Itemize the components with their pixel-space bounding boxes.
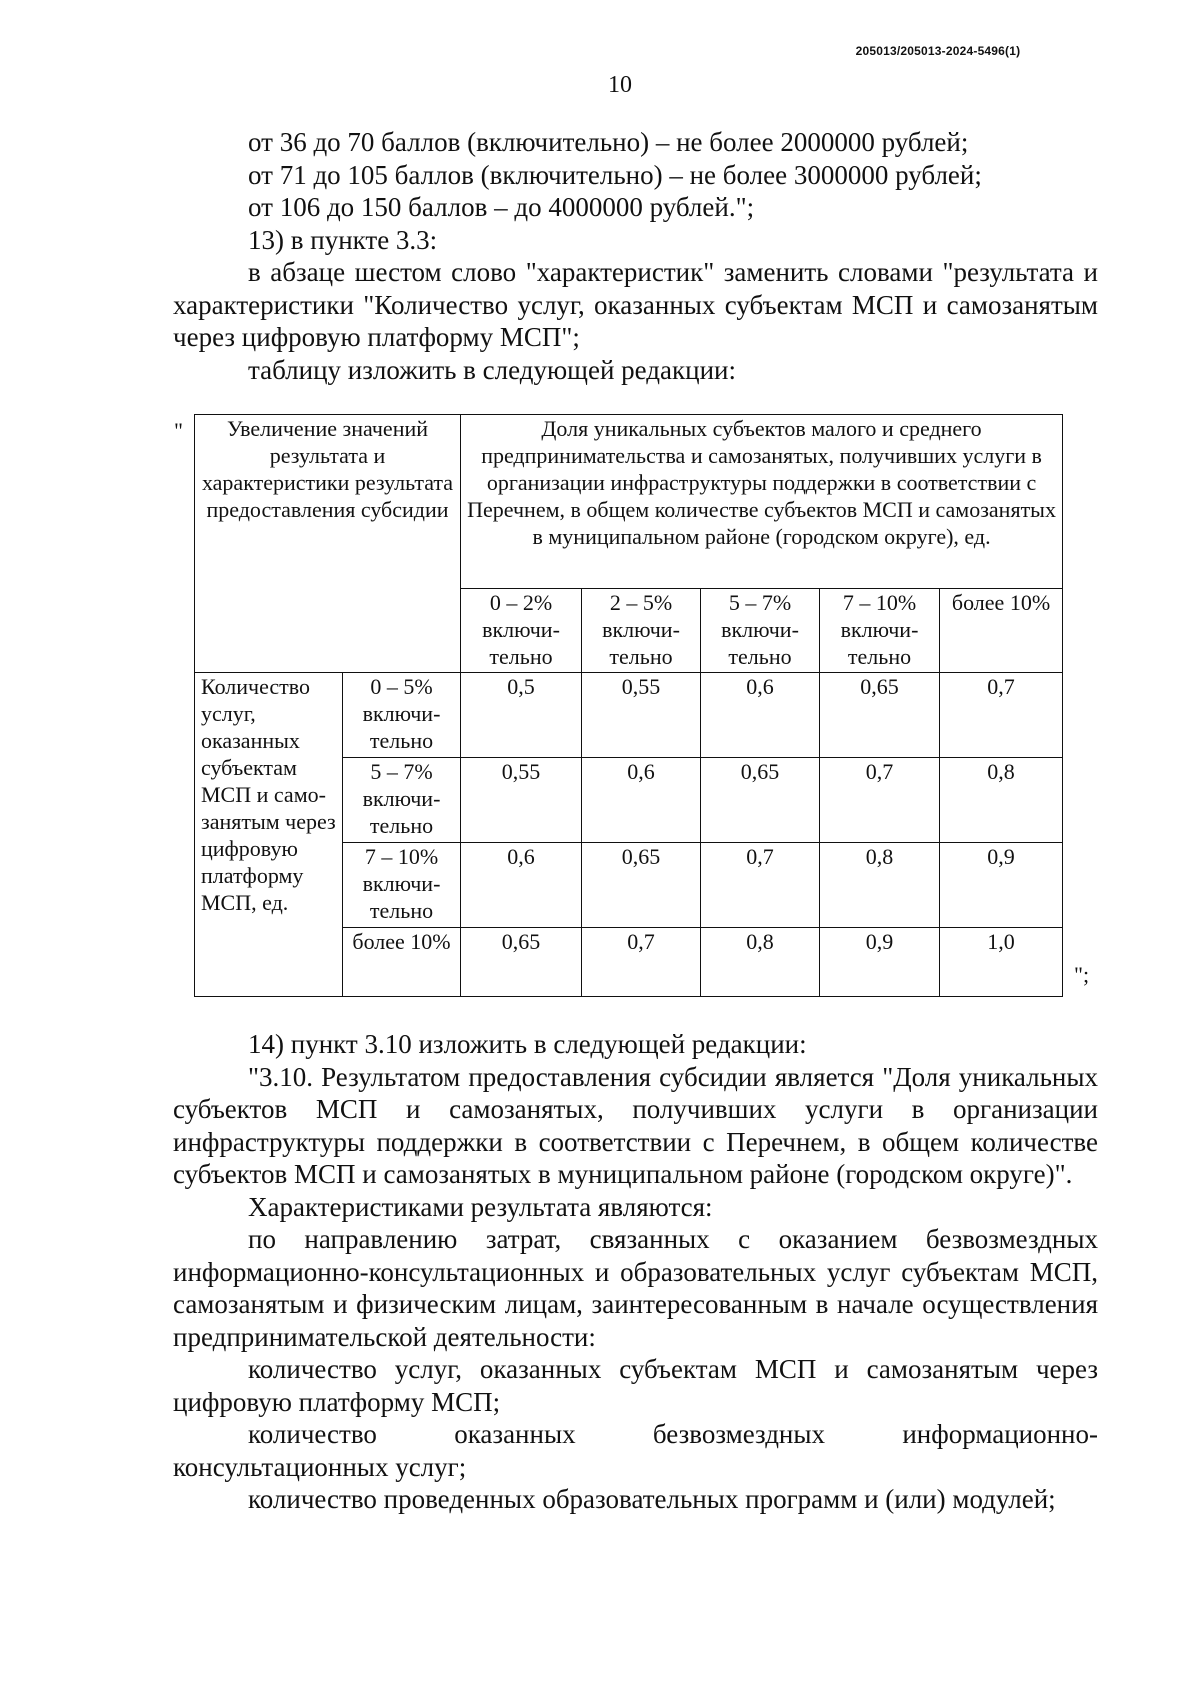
column-header: более 10% (940, 589, 1063, 673)
table-cell: 0,65 (820, 673, 940, 758)
table-cell: 0,8 (701, 928, 820, 997)
row-band-label: более 10% (343, 928, 461, 997)
top-text-block (173, 126, 1098, 386)
table-cell: 0,8 (940, 758, 1063, 843)
table-cell: 0,5 (461, 673, 582, 758)
table-cell: 0,65 (582, 843, 701, 928)
table-cell: 1,0 (940, 928, 1063, 997)
table-cell: 0,6 (582, 758, 701, 843)
table-cell: 0,8 (820, 843, 940, 928)
document-reference-number: 205013/205013-2024-5496(1) (855, 44, 1021, 58)
paragraph-points-106-150: от 106 до 150 баллов – до 4000000 рублей."; (248, 192, 755, 222)
paragraph-item-14: 14) пункт 3.10 изложить в следующей редакции: (248, 1029, 807, 1059)
coefficient-table (194, 414, 1063, 997)
row-band-label: 0 – 5% включи-тельно (343, 673, 461, 758)
column-header: 7 – 10% включи-тельно (820, 589, 940, 673)
table-cell: 0,9 (820, 928, 940, 997)
table-row (195, 673, 1063, 758)
table-cell: 0,6 (461, 843, 582, 928)
table-cell: 0,9 (940, 843, 1063, 928)
table-header-row (195, 415, 1063, 589)
paragraph-education-count: количество проведенных образовательных программ и (или) модулей; (248, 1484, 1056, 1514)
row-group-header: Количество услуг, оказанных субъектам МСП и само-занятым через цифровую платформу МСП, ед. (195, 673, 343, 997)
column-header: 5 – 7% включи-тельно (701, 589, 820, 673)
table-cell: 0,7 (701, 843, 820, 928)
paragraph-points-36-70: от 36 до 70 баллов (включительно) – не более 2000000 рублей; (248, 127, 969, 157)
table-cell: 0,65 (461, 928, 582, 997)
table-close-quote: "; (1074, 962, 1090, 987)
paragraph-consulting-count: количество оказанных безвозмездных информационно-консультационных услуг; (173, 1419, 1098, 1482)
table-cell: 0,7 (820, 758, 940, 843)
table-cell: 0,55 (582, 673, 701, 758)
paragraph-item-13: 13) в пункте 3.3: (248, 224, 438, 255)
table-cell: 0,7 (582, 928, 701, 997)
table-cell: 0,7 (940, 673, 1063, 758)
row-band-label: 5 – 7% включи-тельно (343, 758, 461, 843)
table-cell: 0,65 (701, 758, 820, 843)
paragraph-cost-direction: по направлению затрат, связанных с оказанием безвозмездных информационно-консультационных и образовательных услуг субъектам МСП, самозанятым и физическим лицам, заинтересованным в начале осуществления предпринимательской деятельности: (173, 1224, 1098, 1352)
table-open-quote: " (174, 418, 183, 443)
bottom-text-block (173, 1028, 1098, 1516)
paragraph-table-intro: таблицу изложить в следующей редакции: (248, 354, 736, 385)
table-main-header: Доля уникальных субъектов малого и среднего предпринимательства и самозанятых, получивших услуги в организации инфраструктуры поддержки в соответствии с Перечнем, в общем количестве субъектов МСП и самозанятых в муниципальном районе (городском округе), ед. (461, 415, 1063, 589)
paragraph-item-13-replace: в абзаце шестом слово "характеристик" заменить словами "результата и характеристики "Количество услуг, оказанных субъектам МСП и самозанятым через цифровую платформу МСП"; (173, 257, 1098, 352)
table-cell: 0,55 (461, 758, 582, 843)
row-band-label: 7 – 10% включи-тельно (343, 843, 461, 928)
paragraph-characteristics-intro: Характеристиками результата являются: (248, 1191, 713, 1222)
paragraph-item-3-10: "3.10. Результатом предоставления субсидии является "Доля уникальных субъектов МСП и самозанятых, получивших услуги в организации инфраструктуры поддержки в соответствии с Перечнем, в общем количестве субъектов МСП и самозанятых в муниципальном районе (городском округе)". (173, 1061, 1098, 1189)
page-number: 10 (608, 72, 632, 98)
column-header: 0 – 2% включи-тельно (461, 589, 582, 673)
table-cell: 0,6 (701, 673, 820, 758)
column-header: 2 – 5% включи-тельно (582, 589, 701, 673)
table-corner-header: Увеличение значений результата и характеристики результата предоставления субсидии (195, 415, 461, 673)
paragraph-services-count: количество услуг, оказанных субъектам МСП и самозанятым через цифровую платформу МСП; (173, 1354, 1098, 1417)
paragraph-points-71-105: от 71 до 105 баллов (включительно) – не более 3000000 рублей; (248, 159, 982, 190)
